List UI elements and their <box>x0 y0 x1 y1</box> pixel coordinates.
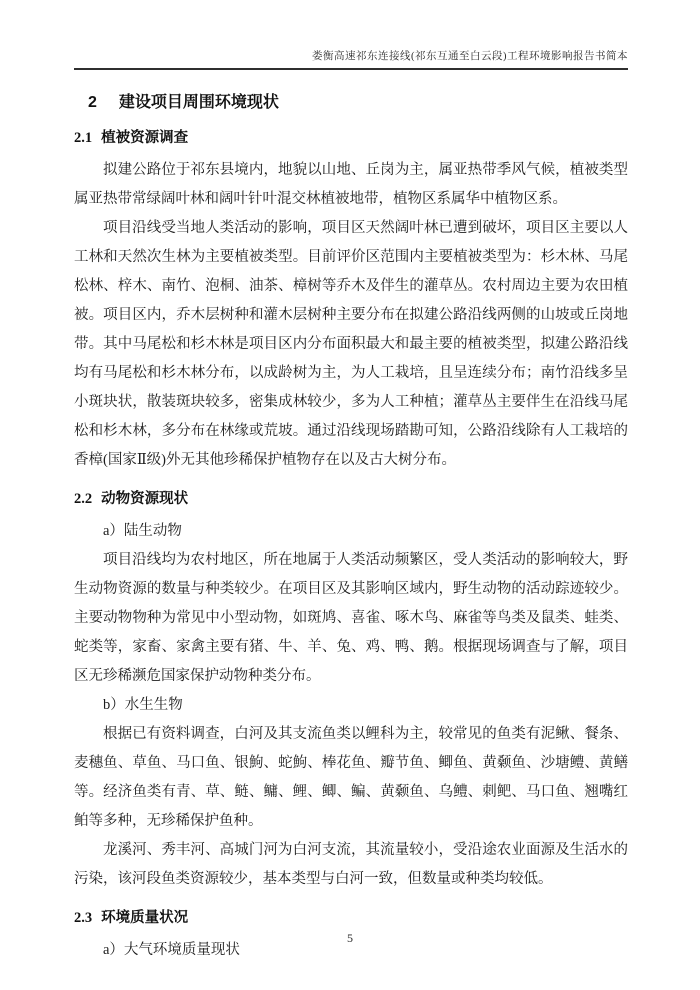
paragraph-tributary-rivers: 龙溪河、秀丰河、高城门河为白河支流，其流量较小，受沿途农业面源及生活水的污染，该河段鱼类资源较少，基本类型与白河一致，但数量或种类均较低。 <box>74 842 628 887</box>
subsection-label-air-quality: a）大气环境质量现状 <box>103 942 240 958</box>
subsection-label-aquatic: b）水生生物 <box>103 697 183 713</box>
page-header <box>74 48 628 70</box>
paragraph-vegetation-overview: 拟建公路位于祁东县境内，地貌以山地、丘岗为主，属亚热带季风气候，植被类型属亚热带常绿阔叶林和阔叶针叶混交林植被地带，植物区系属华中植物区系。 <box>74 162 628 207</box>
page-footer <box>0 931 700 946</box>
section-heading-2-1 <box>74 128 628 149</box>
section-title: 动物资源现状 <box>101 491 189 507</box>
section-heading-2-2 <box>74 489 628 510</box>
section-heading-main <box>88 92 628 114</box>
section-number: 2.3 <box>74 910 93 926</box>
document-content <box>74 92 628 965</box>
section-title: 环境质量状况 <box>101 910 189 926</box>
page-number: 5 <box>347 931 353 945</box>
section-number: 2.2 <box>74 491 93 507</box>
section-number: 2 <box>88 94 97 111</box>
subsection-label-terrestrial: a）陆生动物 <box>103 523 182 539</box>
paragraph-aquatic-fish: 根据已有资料调查，白河及其支流鱼类以鲤科为主，较常见的鱼类有泥鳅、餐条、麦穗鱼、草鱼、马口鱼、银鮈、蛇鮈、棒花鱼、瓣节鱼、鲫鱼、黄颡鱼、沙塘鳢、黄鳝等。经济鱼类有青、草、鲢、鳙、鲤、鲫、鳊、黄颡鱼、乌鳢、刺鲃、马口鱼、翘嘴红鲌等多种，无珍稀保护鱼种。 <box>74 726 628 829</box>
paragraph-vegetation-detail: 项目沿线受当地人类活动的影响，项目区天然阔叶林已遭到破坏，项目区主要以人工林和天然次生林为主要植被类型。目前评价区范围内主要植被类型为：杉木林、马尾松林、梓木、南竹、泡桐、油茶、樟树等乔木及伴生的灌草丛。农村周边主要为农田植被。项目区内，乔木层树种和灌木层树种主要分布在拟建公路沿线两侧的山坡或丘岗地带。其中马尾松和杉木林是项目区内分布面积最大和最主要的植被类型，拟建公路沿线均有马尾松和杉木林分布，以成龄树为主，为人工栽培，且呈连续分布；南竹沿线多呈小斑块状，散装斑块较多，密集成林较少，多为人工种植；灌草丛主要伴生在沿线马尾松和杉木林，多分布在林缘或荒坡。通过沿线现场踏勘可知，公路沿线除有人工栽培的香樟(国家Ⅱ级)外无其他珍稀保护植物存在以及古大树分布。 <box>74 220 628 468</box>
paragraph-terrestrial-animals: 项目沿线均为农村地区，所在地属于人类活动频繁区，受人类活动的影响较大，野生动物资源的数量与种类较少。在项目区及其影响区域内，野生动物的活动踪迹较少。主要动物物种为常见中小型动物，如斑鸠、喜雀、啄木鸟、麻雀等鸟类及鼠类、蛙类、蛇类等，家畜、家禽主要有猪、牛、羊、兔、鸡、鸭、鹅。根据现场调查与了解，项目区无珍稀濒危国家保护动物种类分布。 <box>74 552 628 684</box>
section-heading-2-3 <box>74 908 628 929</box>
section-title: 植被资源调查 <box>101 130 189 146</box>
section-number: 2.1 <box>74 130 93 146</box>
header-title: 娄衡高速祁东连接线(祁东互通至白云段)工程环境影响报告书简本 <box>312 51 628 62</box>
section-title: 建设项目周围环境现状 <box>118 94 279 111</box>
